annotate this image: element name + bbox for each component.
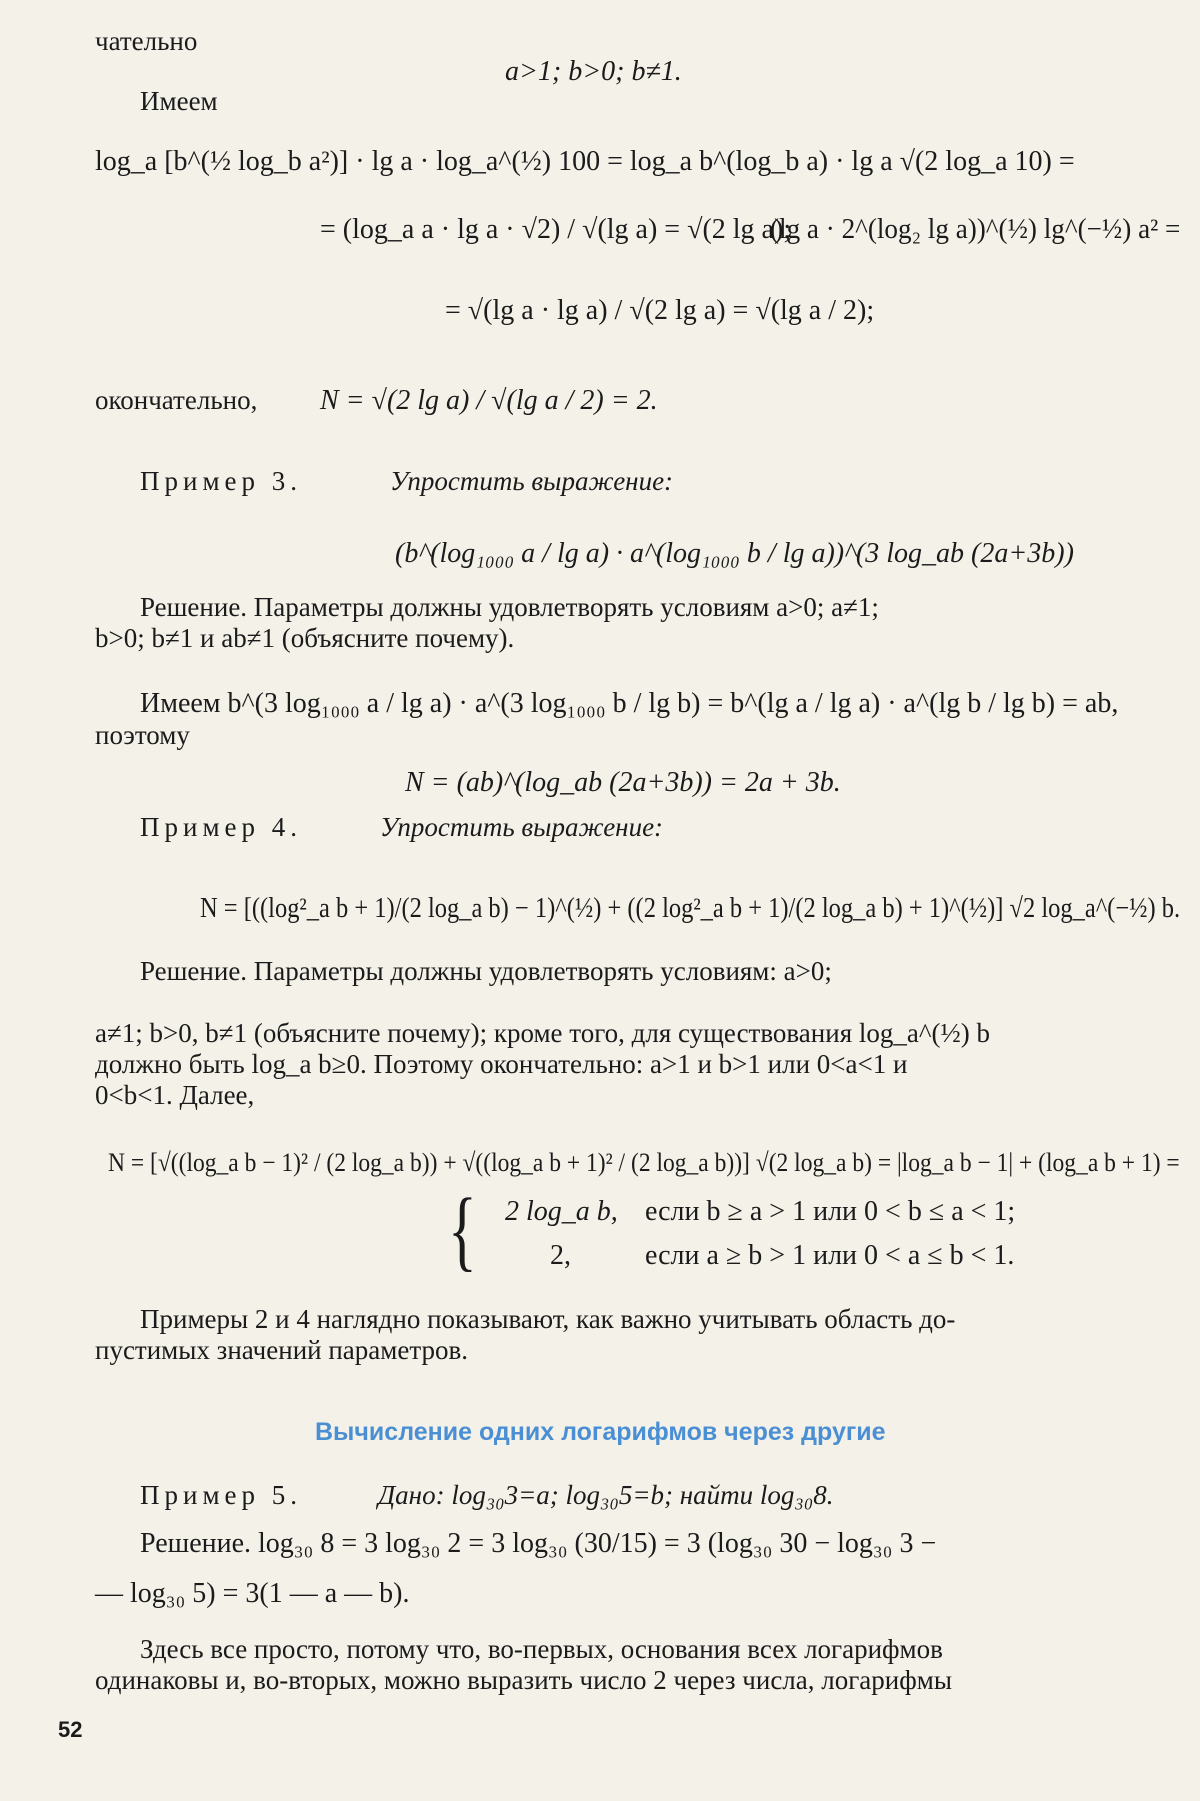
remark-line-2: пустимых значений параметров.: [95, 1335, 468, 1365]
closing-line-1: Здесь все просто, потому что, во-первых, основания всех логарифмов: [140, 1634, 943, 1664]
remark-line-1: Примеры 2 и 4 наглядно показывают, как важно учитывать область до-: [140, 1304, 956, 1334]
page-number: 52: [58, 1717, 83, 1742]
example-3-expression: (b^(log₁₀₀₀ a / lg a) · a^(log₁₀₀₀ b / lg a))^(3 log_ab (2a+3b)): [395, 538, 1074, 569]
solution-4-line-1: Решение. Параметры должны удовлетворять условиям: a>0;: [140, 956, 832, 986]
solution-3-line-1: Решение. Параметры должны удовлетворять условиям a>0; a≠1;: [140, 592, 879, 622]
solution-3-line-2: b>0; b≠1 и ab≠1 (объясните почему).: [95, 623, 515, 653]
solution-3-result: N = (ab)^(log_ab (2a+3b)) = 2a + 3b.: [405, 767, 841, 798]
solution-5-line-1: Решение. log₃₀ 8 = 3 log₃₀ 2 = 3 log₃₀ (30/15) = 3 (log₃₀ 30 − log₃₀ 3 −: [140, 1528, 937, 1559]
text-poetomu: поэтому: [95, 720, 190, 750]
solution-4-line-2: a≠1; b>0, b≠1 (объясните почему); кроме того, для существования log_a^(½) b: [95, 1018, 990, 1048]
equation-line-1: log_a [b^(½ log_b a²)] · lg a · log_a^(½) 100 = log_a b^(log_b a) · lg a √(2 log_a 10) =: [95, 146, 1075, 177]
example-4-task: Упростить выражение:: [380, 812, 664, 842]
condition-line: a>1; b>0; b≠1.: [505, 56, 682, 87]
case-2-value: 2,: [550, 1240, 571, 1271]
solution-4-equation: N = [√((log_a b − 1)² / (2 log_a b)) + √((log_a b + 1)² / (2 log_a b))] √(2 log_a b) = |log_a b − 1| + (log_a b + 1) =: [108, 1148, 1180, 1177]
text-line-1: чательно: [95, 26, 198, 56]
equation-line-2b: (lg a · 2^(log₂ lg a))^(½) lg^(−½) a² =: [770, 214, 1181, 245]
solution-4-line-4: 0<b<1. Далее,: [95, 1080, 255, 1110]
equation-result-n: N = √(2 lg a) / √(lg a / 2) = 2.: [320, 385, 658, 416]
case-1-value: 2 log_a b,: [505, 1196, 618, 1227]
section-heading: Вычисление одних логарифмов через другие: [315, 1418, 886, 1446]
case-2-condition: если a ≥ b > 1 или 0 < a ≤ b < 1.: [645, 1240, 1015, 1271]
example-5-label: Пример 5.: [140, 1480, 303, 1510]
solution-5-line-2: — log₃₀ 5) = 3(1 — a — b).: [95, 1578, 410, 1609]
case-1-condition: если b ≥ a > 1 или 0 < b ≤ a < 1;: [645, 1196, 1016, 1227]
example-4-label: Пример 4.: [140, 812, 303, 842]
equation-line-3: = √(lg a · lg a) / √(2 lg a) = √(lg a / 2);: [445, 295, 875, 326]
example-3-task: Упростить выражение:: [390, 466, 674, 496]
equation-line-2a: = (log_a a · lg a · √2) / √(lg a) = √(2 lg a);: [320, 214, 792, 245]
text-okonchatelno: окончательно,: [95, 385, 258, 415]
example-5-task: Дано: log₃₀3=a; log₃₀5=b; найти log₃₀8.: [378, 1480, 834, 1510]
solution-3-line-3: Имеем b^(3 log₁₀₀₀ a / lg a) · a^(3 log₁₀₀₀ b / lg b) = b^(lg a / lg a) · a^(lg b / lg b) = ab,: [140, 688, 1119, 719]
text-line-imeem: Имеем: [140, 86, 218, 116]
example-4-expression: N = [((log²_a b + 1)/(2 log_a b) − 1)^(½) + ((2 log²_a b + 1)/(2 log_a b) + 1)^(½)] √2 log_a^(−½) b.: [200, 893, 1181, 924]
brace-symbol: {: [448, 1180, 477, 1280]
example-3-label: Пример 3.: [140, 466, 303, 496]
closing-line-2: одинаковы и, во-вторых, можно выразить число 2 через числа, логарифмы: [95, 1665, 952, 1695]
solution-4-line-3: должно быть log_a b≥0. Поэтому окончательно: a>1 и b>1 или 0<a<1 и: [95, 1049, 908, 1079]
